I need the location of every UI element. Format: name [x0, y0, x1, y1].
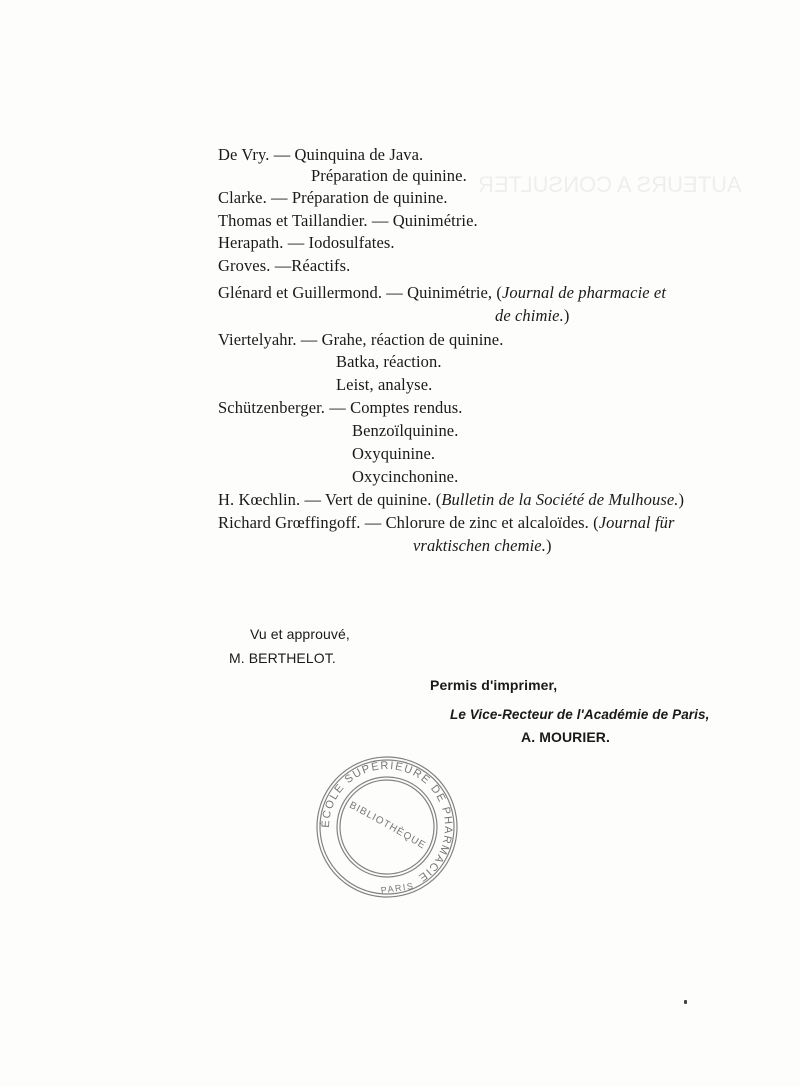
entry-line-9 [218, 330, 503, 350]
entry-line-3 [218, 188, 448, 208]
entry-text: Oxyquinine. [352, 444, 436, 463]
stamp-inner-text: BIBLIOTHÈQUE [347, 799, 428, 852]
entry-text: Thomas et Taillandier. — Quinimétrie. [218, 211, 478, 230]
entry-line-11 [336, 375, 432, 395]
entry-text: Glénard et Guillermond. — Quinimétrie, ( [218, 283, 502, 302]
entry-text: Schützenberger. — Comptes rendus. [218, 398, 463, 417]
entry-italic: Journal de pharmacie et [501, 283, 667, 302]
entry-text: Richard Grœffingoff. — Chlorure de zinc et alcaloïdes. ( [218, 513, 599, 532]
entry-line-16 [218, 490, 684, 510]
entry-line-10 [336, 352, 442, 372]
entry-text: ) [563, 306, 570, 325]
imprimatur-line-1: Permis d'imprimer, [430, 677, 558, 693]
entry-line-18 [413, 536, 552, 556]
entry-line-13 [352, 421, 458, 441]
stamp-bottom-text: PARIS [380, 880, 415, 896]
entry-text: Clarke. — Préparation de quinine. [218, 188, 448, 207]
library-stamp [312, 752, 462, 902]
entry-line-8 [495, 306, 569, 326]
entry-text: Batka, réaction. [336, 352, 442, 371]
entry-text: ) [678, 490, 685, 509]
entry-text: H. Kœchlin. — Vert de quinine. ( [218, 490, 442, 509]
entry-text: Viertelyahr. — Grahe, réaction de quinine. [218, 330, 504, 349]
entry-line-4 [218, 211, 478, 231]
entry-italic: Journal für [598, 513, 675, 532]
entry-text: ) [545, 536, 552, 555]
entry-text: Benzoïlquinine. [352, 421, 459, 440]
imprimatur-line-2: Le Vice-Recteur de l'Académie de Paris, [450, 707, 710, 722]
entry-line-6 [218, 256, 350, 276]
entry-line-12 [218, 398, 463, 418]
entry-text: Groves. —Réactifs. [218, 256, 351, 275]
imprimatur-line-3: A. MOURIER. [521, 729, 610, 745]
entry-line-14 [352, 444, 435, 464]
entry-line-7 [218, 283, 666, 303]
entry-text: Préparation de quinine. [311, 166, 467, 185]
entry-italic: de chimie. [495, 306, 564, 325]
entry-text: Leist, analyse. [336, 375, 433, 394]
entry-italic: Bulletin de la Société de Mulhouse. [441, 490, 679, 509]
stamp-outer-text: ÉCOLE SUPÉRIEURE DE PHARMACIE [319, 759, 455, 885]
entry-line-5 [218, 233, 395, 253]
bleed-through-heading: AUTEURS A CONSULTER [478, 172, 742, 197]
entry-line-1 [218, 145, 423, 165]
approval-line-2: M. BERTHELOT. [229, 650, 336, 666]
entry-line-17 [218, 513, 675, 533]
speck-mark [684, 1000, 687, 1004]
entry-line-2 [311, 166, 467, 186]
entry-text: Herapath. — Iodosulfates. [218, 233, 395, 252]
entry-line-15 [352, 467, 458, 487]
entry-italic: vraktischen chemie. [413, 536, 546, 555]
entry-text: Oxycinchonine. [352, 467, 459, 486]
entry-text: De Vry. — Quinquina de Java. [218, 145, 424, 164]
approval-line-1: Vu et approuvé, [250, 626, 350, 642]
